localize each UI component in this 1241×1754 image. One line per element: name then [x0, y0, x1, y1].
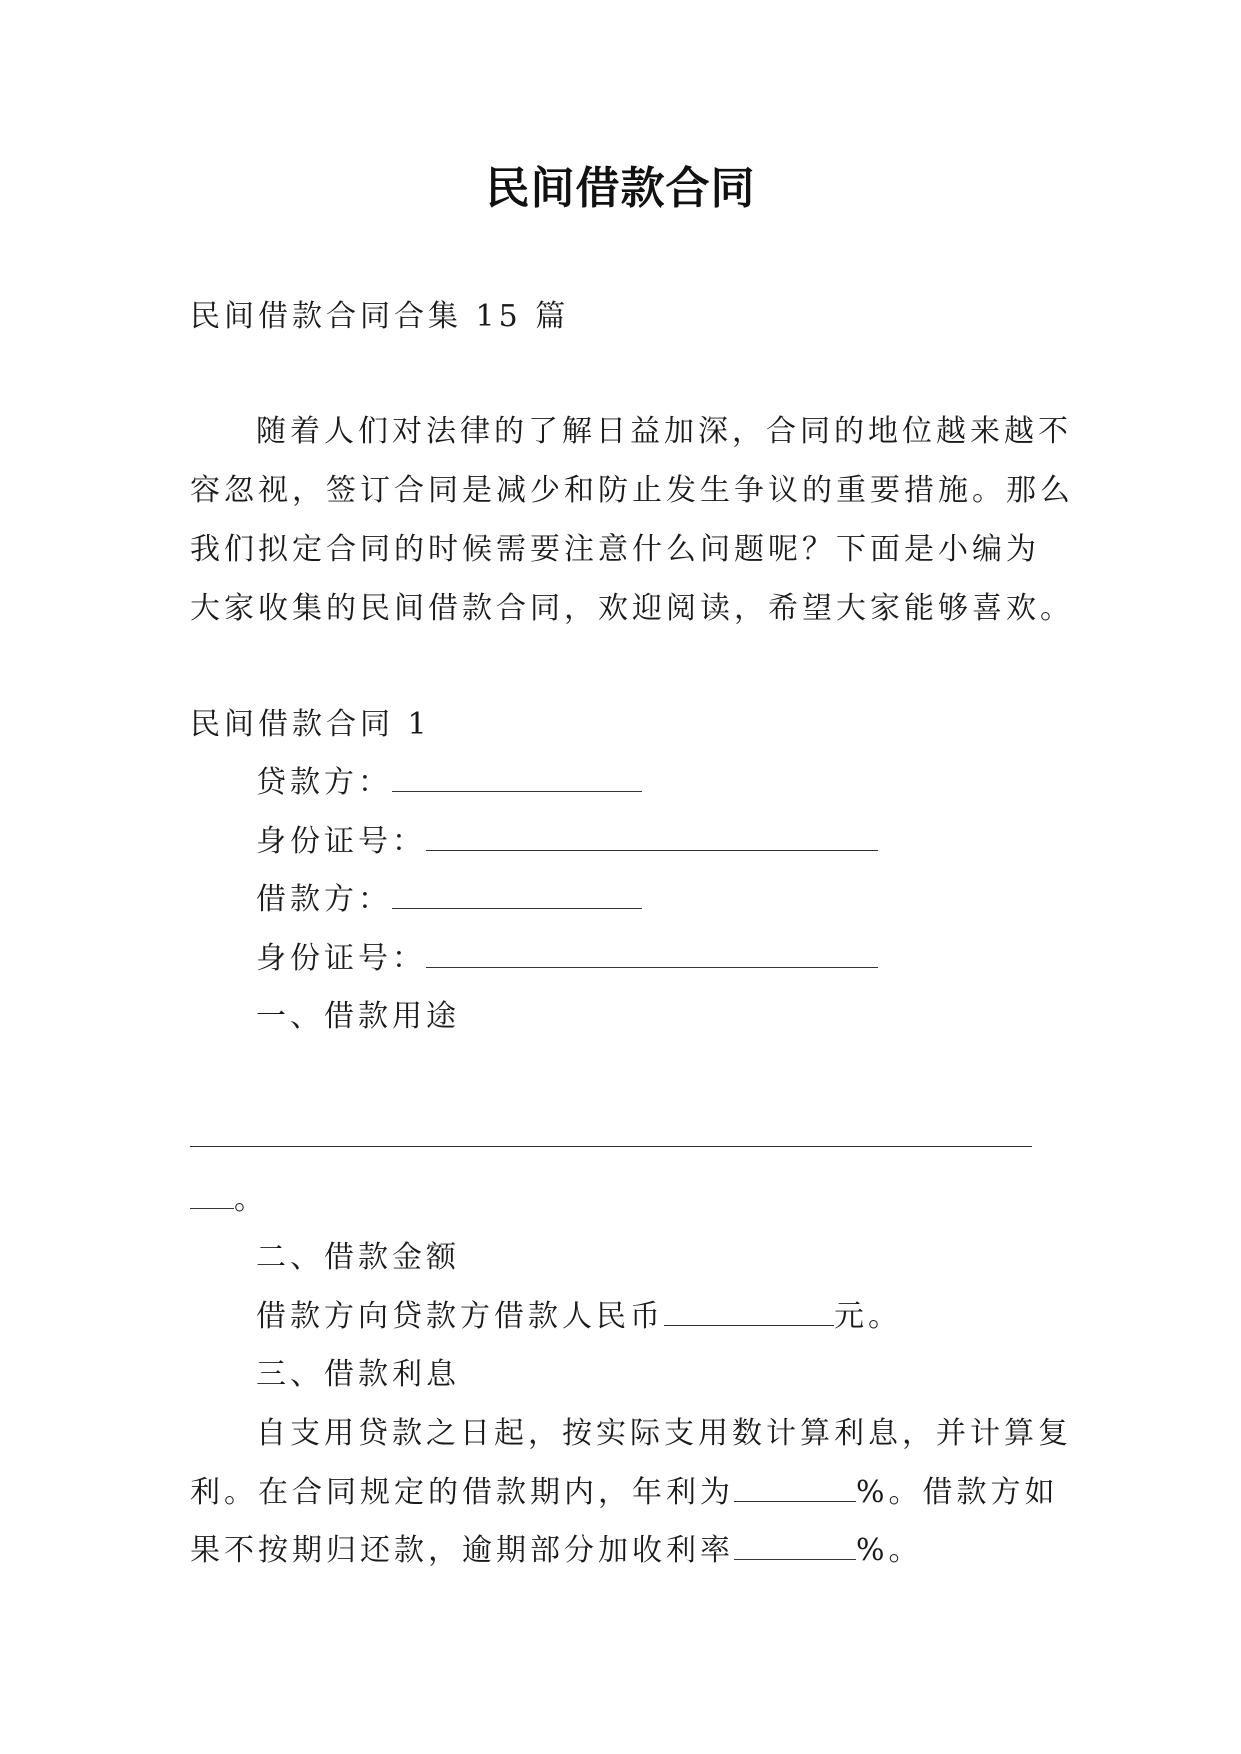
intro-line-1: 随着人们对法律的了解日益加深，合同的地位越来越不 [256, 414, 1072, 449]
lender-field [256, 763, 642, 803]
amount-text-a: 借款方向贷款方借款人民币 [256, 1299, 664, 1334]
section-2-text [256, 1297, 902, 1337]
intro-line-2: 容忽视，签订合同是减少和防止发生争议的重要措施。那么 [190, 473, 1074, 508]
borrower-label: 借款方： [256, 882, 392, 917]
intro-line-3: 我们拟定合同的时候需要注意什么问题呢？下面是小编为 [190, 532, 1040, 567]
contract-heading: 民间借款合同 1 [190, 707, 431, 742]
purpose-blank-end [190, 1180, 268, 1220]
section-2-title: 二、借款金额 [256, 1240, 460, 1275]
lender-id-blank [426, 822, 878, 851]
overdue-rate-blank [734, 1531, 856, 1560]
document-title: 民间借款合同 [485, 163, 756, 214]
borrower-id-field [256, 939, 878, 979]
interest-line-3 [190, 1531, 923, 1571]
lender-label: 贷款方： [256, 765, 392, 800]
interest-line-2 [190, 1473, 1059, 1513]
lender-id-field [256, 822, 878, 862]
intro-line-4: 大家收集的民间借款合同，欢迎阅读，希望大家能够喜欢。 [190, 591, 1074, 626]
section-1-title: 一、借款用途 [256, 999, 460, 1034]
overdue-rate-text-b: %。 [856, 1533, 923, 1568]
amount-text-b: 元。 [834, 1299, 902, 1334]
interest-line-1: 自支用贷款之日起，按实际支用数计算利息，并计算复 [256, 1416, 1072, 1451]
purpose-blank-rule [190, 1146, 1032, 1147]
borrower-field [256, 880, 642, 920]
lender-id-label: 身份证号： [256, 824, 426, 859]
overdue-rate-text-a: 果不按期归还款，逾期部分加收利率 [190, 1533, 734, 1568]
purpose-end-mark: 。 [234, 1182, 268, 1217]
section-3-title: 三、借款利息 [256, 1357, 460, 1392]
borrower-id-label: 身份证号： [256, 941, 426, 976]
purpose-blank-tail [190, 1180, 234, 1209]
borrower-blank [392, 880, 642, 909]
borrower-id-blank [426, 939, 878, 968]
lender-blank [392, 763, 642, 792]
interest-rate-text-b: %。借款方如 [856, 1475, 1059, 1510]
amount-blank [664, 1297, 834, 1326]
interest-rate-text-a: 利。在合同规定的借款期内，年利为 [190, 1475, 734, 1510]
annual-rate-blank [734, 1473, 856, 1502]
document-subtitle: 民间借款合同合集 15 篇 [190, 299, 570, 334]
